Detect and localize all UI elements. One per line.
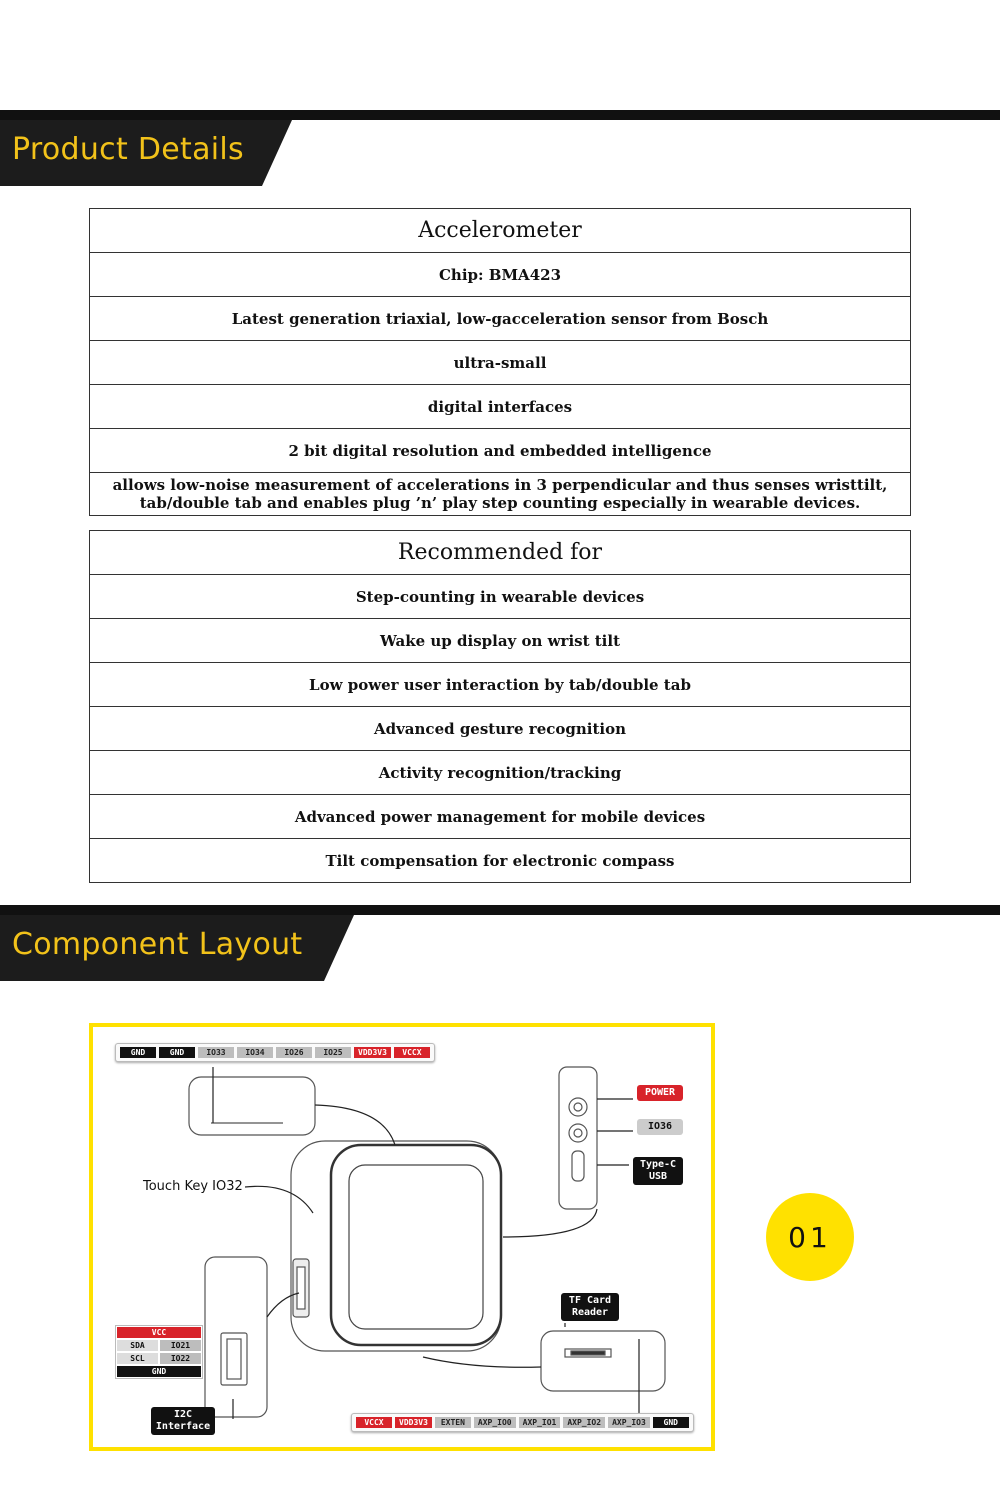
table-row: Step-counting in wearable devices [90,575,911,619]
recommended-table [89,530,911,883]
device-drawing [93,1027,711,1447]
pin-label: GND [159,1047,195,1058]
pin-label: IO21 [160,1340,201,1351]
pin-label: AXP_IO2 [563,1417,605,1428]
tf-card-label [561,1293,619,1321]
pin-label: AXP_IO1 [519,1417,561,1428]
pin-label: VCCX [356,1417,392,1428]
table-row: allows low-noise measurement of accelerations in 3 perpendicular and thus senses wristtilt, tab/double tab and enables plug ’n’ play step counting especially in wearable devices. [90,473,911,516]
table-row: Advanced gesture recognition [90,707,911,751]
table-row: Activity recognition/tracking [90,751,911,795]
table-row: 2 bit digital resolution and embedded intelligence [90,429,911,473]
pin-label: AXP_IO0 [474,1417,516,1428]
pin-label: IO33 [198,1047,234,1058]
component-layout-banner [0,905,1000,981]
pin-label: IO34 [237,1047,273,1058]
table-row: Latest generation triaxial, low-gacceleration sensor from Bosch [90,297,911,341]
pin-label: VCCX [394,1047,430,1058]
table-row: Advanced power management for mobile devices [90,795,911,839]
pin-label: AXP_IO3 [608,1417,650,1428]
interface-line: Interface [155,1421,211,1432]
io36-label: IO36 [637,1119,683,1135]
i2c-line: I2C [173,1409,193,1420]
typec-line: Type-C [639,1159,677,1170]
power-label: POWER [637,1085,683,1101]
step-number-badge: 01 [766,1193,854,1281]
i2c-interface-label [151,1407,215,1435]
pin-label: IO26 [276,1047,312,1058]
pin-label: IO22 [160,1353,201,1364]
reader-line: Reader [571,1307,609,1318]
table-row: Chip: BMA423 [90,253,911,297]
pin-label: IO25 [315,1047,351,1058]
pin-label: GND [653,1417,689,1428]
bottom-pin-header [351,1413,694,1432]
section-title: Component Layout [12,927,303,962]
accelerometer-table [89,208,911,516]
table-row: digital interfaces [90,385,911,429]
pin-label: VDD3V3 [395,1417,432,1428]
pin-label: GND [117,1366,201,1377]
table-heading: Recommended for [90,531,911,575]
i2c-pin-block [115,1325,203,1379]
table-row: ultra-small [90,341,911,385]
product-details-banner [0,110,1000,186]
table-row: Tilt compensation for electronic compass [90,839,911,883]
usb-line: USB [648,1171,668,1182]
pin-label: SDA [117,1340,158,1351]
table-heading: Accelerometer [90,209,911,253]
component-diagram [89,1023,715,1451]
touch-key-label: Touch Key IO32 [143,1179,243,1194]
banner-bar [0,110,1000,120]
pin-label: SCL [117,1353,158,1364]
section-title: Product Details [12,132,244,167]
table-row: Wake up display on wrist tilt [90,619,911,663]
pin-label: EXTEN [435,1417,471,1428]
pin-label: VDD3V3 [354,1047,391,1058]
pin-label: GND [120,1047,156,1058]
top-pin-header [115,1043,435,1062]
pin-label: VCC [117,1327,201,1338]
typec-usb-label [633,1157,683,1185]
tf-card-line: TF Card [568,1295,612,1306]
banner-bar [0,905,1000,915]
table-row: Low power user interaction by tab/double tab [90,663,911,707]
